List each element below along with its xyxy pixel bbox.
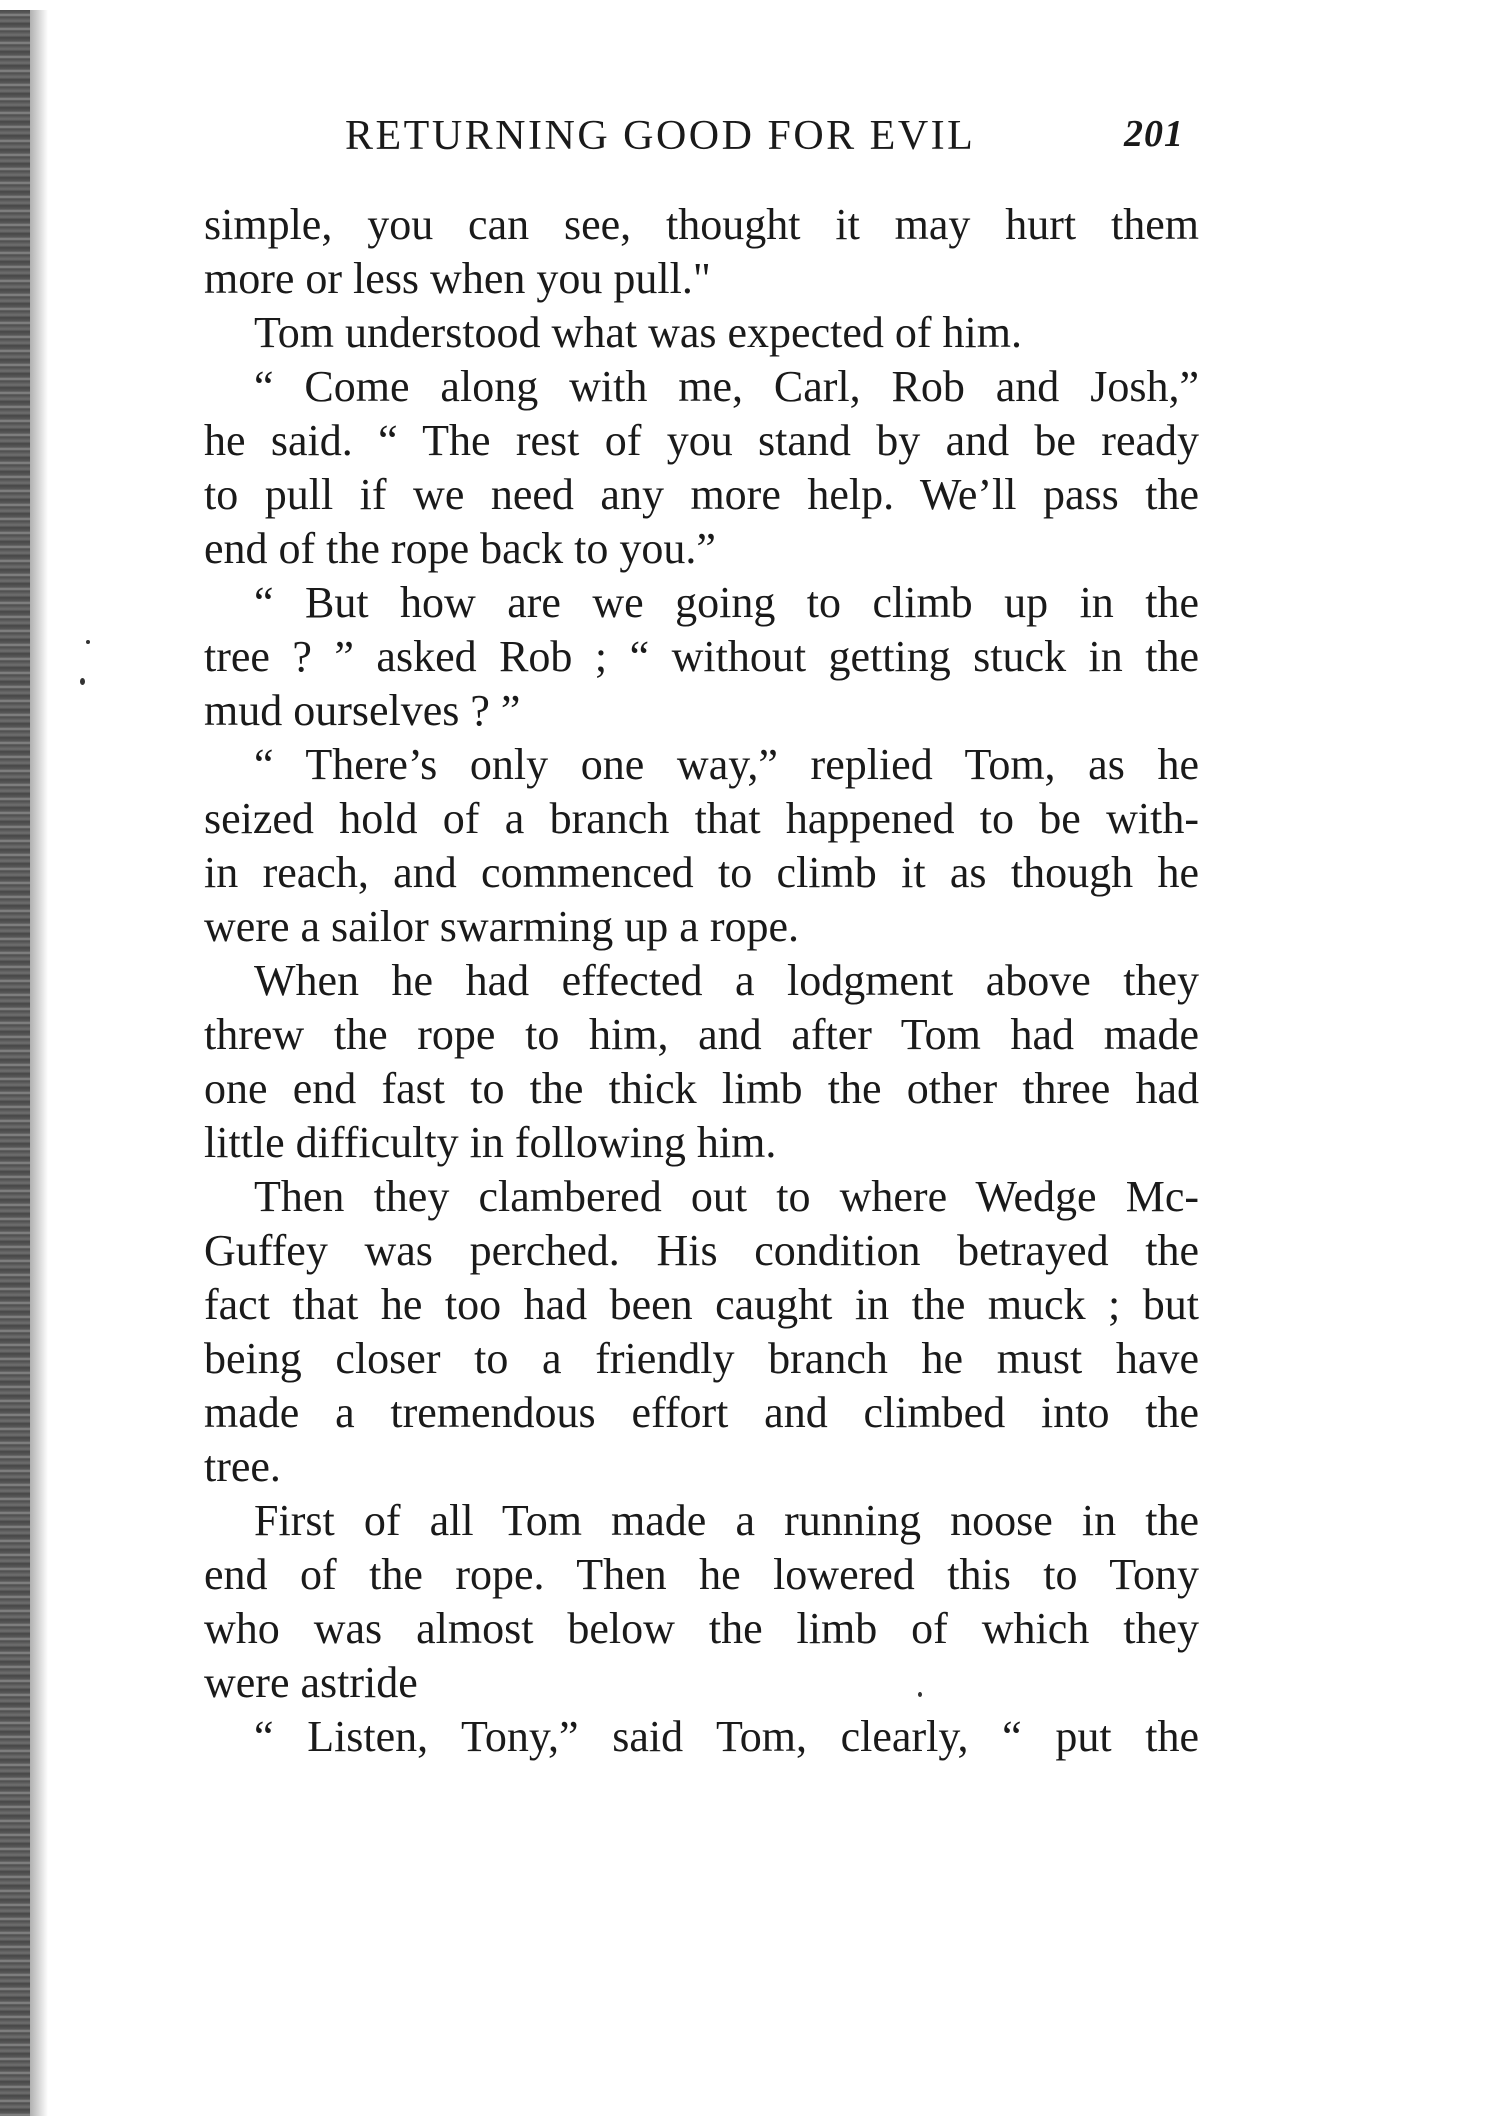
text-line: who was almost below the limb of which they bbox=[204, 1604, 1199, 1653]
text-line: First of all Tom made a running noose in the bbox=[254, 1496, 1199, 1545]
text-line: simple, you can see, thought it may hurt them bbox=[204, 200, 1199, 249]
text-line: tree. bbox=[204, 1442, 281, 1491]
page-number: 201 bbox=[1124, 113, 1184, 155]
text-line: Then they clambered out to where Wedge Mc- bbox=[254, 1172, 1199, 1221]
text-line: end of the rope. Then he lowered this to Tony bbox=[204, 1550, 1199, 1599]
running-title: RETURNING GOOD FOR EVIL bbox=[345, 113, 976, 159]
text-line: made a tremendous effort and climbed into the bbox=[204, 1388, 1199, 1437]
text-line: “ Listen, Tony,” said Tom, clearly, “ put the bbox=[254, 1712, 1199, 1761]
text-line: Tom understood what was expected of him. bbox=[254, 308, 1022, 357]
text-line: “ There’s only one way,” replied Tom, as he bbox=[254, 740, 1199, 789]
text-line: mud ourselves ? ” bbox=[204, 686, 521, 735]
text-line: threw the rope to him, and after Tom had made bbox=[204, 1010, 1199, 1059]
text-line: were astride bbox=[204, 1658, 418, 1707]
text-line: were a sailor swarming up a rope. bbox=[204, 902, 800, 951]
text-line: more or less when you pull." bbox=[204, 254, 711, 303]
text-line: end of the rope back to you.” bbox=[204, 524, 716, 573]
text-line: to pull if we need any more help. We’ll pass the bbox=[204, 470, 1199, 519]
scan-speck bbox=[86, 640, 90, 644]
text-line: one end fast to the thick limb the other three had bbox=[204, 1064, 1199, 1113]
binding-shadow bbox=[0, 10, 30, 2116]
text-line: “ Come along with me, Carl, Rob and Josh,” bbox=[254, 362, 1199, 411]
text-line: little difficulty in following him. bbox=[204, 1118, 777, 1167]
text-line: When he had effected a lodgment above they bbox=[254, 956, 1199, 1005]
text-line: fact that he too had been caught in the muck ; but bbox=[204, 1280, 1199, 1329]
text-line: Guffey was perched. His condition betrayed the bbox=[204, 1226, 1199, 1275]
text-line: he said. “ The rest of you stand by and be ready bbox=[204, 416, 1199, 465]
text-line: “ But how are we going to climb up in the bbox=[254, 578, 1199, 627]
binding-shadow-fade bbox=[30, 10, 48, 2116]
text-line: being closer to a friendly branch he must have bbox=[204, 1334, 1199, 1383]
body-text bbox=[204, 198, 1199, 1764]
text-line: seized hold of a branch that happened to be with- bbox=[204, 794, 1199, 843]
scan-speck bbox=[80, 678, 85, 685]
page-header bbox=[200, 112, 1200, 172]
text-line: tree ? ” asked Rob ; “ without getting stuck in the bbox=[204, 632, 1199, 681]
text-line: in reach, and commenced to climb it as though he bbox=[204, 848, 1199, 897]
